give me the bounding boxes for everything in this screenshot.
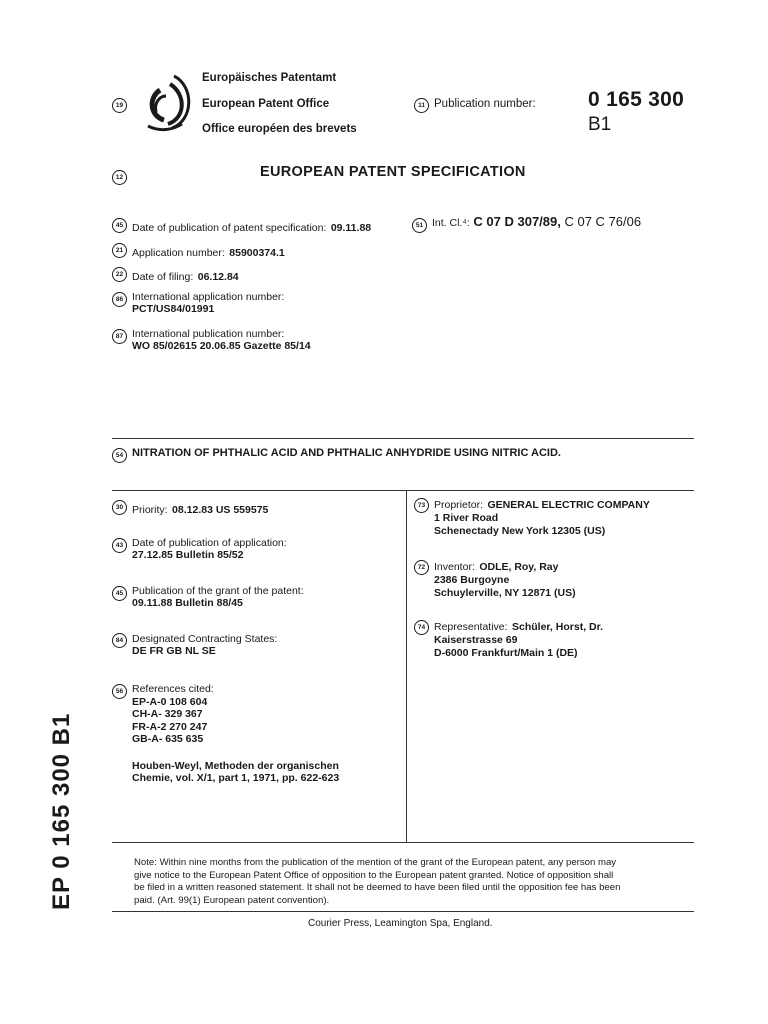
office-name-fr: Office européen des brevets [202,123,357,135]
reference-item: EP-A-0 108 604 [132,695,208,708]
note-line: Note: Within nine months from the publication of the mention of the grant of the European patent, any person may [134,857,617,868]
divider-note-top [112,842,694,843]
app-pub-value: 27.12.85 Bulletin 85/52 [132,549,244,561]
priority-row [132,500,268,518]
references-block [132,683,339,785]
intl-app-block [132,291,284,315]
inid-code-56: 56 [112,684,127,699]
proprietor-name: GENERAL ELECTRIC COMPANY [487,499,650,511]
pub-date-label: Date of publication of patent specification: [132,222,327,234]
inventor-address-1: 2386 Burgoyne [434,574,510,586]
side-publication-number: EP 0 165 300 B1 [48,712,75,910]
references-label: References cited: [132,683,214,695]
inid-code-11: 11 [414,98,429,113]
divider-note-bottom [112,911,694,912]
proprietor-block [434,497,650,538]
priority-label: Priority: [132,504,168,516]
inventor-name: ODLE, Roy, Ray [479,561,559,573]
printer-line: Courier Press, Leamington Spa, England. [308,918,493,929]
grant-pub-block [132,585,304,609]
inid-code-73: 73 [414,498,429,513]
reference-item: FR-A-2 270 247 [132,720,208,733]
app-number-label: Application number: [132,247,225,259]
app-number-value: 85900374.1 [229,247,285,259]
app-pub-block [132,537,287,561]
grant-pub-value: 09.11.88 Bulletin 88/45 [132,597,243,609]
inid-code-30: 30 [112,500,127,515]
column-divider [406,490,407,842]
filing-date-value: 06.12.84 [197,271,239,283]
representative-address-2: D-6000 Frankfurt/Main 1 (DE) [434,647,578,659]
states-label: Designated Contracting States: [132,633,278,645]
filing-date-row [132,267,239,285]
inid-code-45-grant: 45 [112,586,127,601]
inventor-label: Inventor: [434,561,475,573]
note-line: give notice to the European Patent Office of opposition to the European patent granted. Notice of opposition shall [134,869,614,881]
inid-code-45: 45 [112,218,127,233]
int-cl-main: C 07 D 307/89, [473,214,561,229]
inid-code-54: 54 [112,448,127,463]
inid-code-72: 72 [414,560,429,575]
intl-pub-label: International publication number: [132,328,285,340]
spec-title: EUROPEAN PATENT SPECIFICATION [260,164,526,180]
reference-item: CH-A- 329 367 [132,708,203,720]
proprietor-address-2: Schenectady New York 12305 (US) [434,525,606,537]
intl-pub-block [132,328,311,352]
note-line: paid. (Art. 99(1) European patent convention). [134,894,330,906]
proprietor-address-1: 1 River Road [434,512,499,524]
representative-address-1: Kaiserstrasse 69 [434,634,518,646]
literature-line: Houben-Weyl, Methoden der organischen [132,759,339,772]
representative-label: Representative: [434,621,508,633]
inid-code-51: 51 [412,218,427,233]
priority-value: 08.12.83 US 559575 [172,504,269,516]
inid-code-86: 86 [112,292,127,307]
divider-top [112,438,694,439]
inventor-block [434,559,576,600]
inid-code-43: 43 [112,538,127,553]
int-cl-label: Int. Cl.⁴: [432,217,470,229]
intl-app-label: International application number: [132,291,285,303]
literature-line: Chemie, vol. X/1, part 1, 1971, pp. 622-623 [132,772,340,784]
inid-code-84: 84 [112,633,127,648]
representative-block [434,619,603,660]
app-number-row [132,243,285,261]
inid-code-21: 21 [112,243,127,258]
proprietor-label: Proprietor: [434,499,484,511]
pub-date-row [132,218,371,236]
inid-code-19: 19 [112,98,127,113]
intl-pub-value: WO 85/02615 20.06.85 Gazette 85/14 [132,340,311,352]
inid-code-87: 87 [112,329,127,344]
kind-code: B1 [588,114,612,135]
note-line: be filed in a written reasoned statement. It shall not be deemed to have been filed until the opposition fee has been [134,882,621,893]
reference-item: GB-A- 635 635 [132,733,204,745]
grant-pub-label: Publication of the grant of the patent: [132,585,304,597]
states-block [132,633,277,657]
publication-number-label: Publication number: [434,98,536,110]
representative-name: Schüler, Horst, Dr. [512,621,604,633]
publication-number: 0 165 300 [588,88,685,111]
states-value: DE FR GB NL SE [132,645,216,657]
pub-date-value: 09.11.88 [330,222,372,234]
int-cl-secondary: C 07 C 76/06 [564,214,642,229]
filing-date-label: Date of filing: [132,271,194,283]
office-name-de: Europäisches Patentamt [202,72,337,84]
opposition-note [134,857,620,907]
epo-logo [142,72,194,134]
intl-app-value: PCT/US84/01991 [132,303,215,315]
inid-code-74: 74 [414,620,429,635]
divider-title [112,490,694,491]
int-cl-row [432,214,641,229]
app-pub-label: Date of publication of application: [132,537,287,549]
office-name-en: European Patent Office [202,98,330,110]
invention-title: NITRATION OF PHTHALIC ACID AND PHTHALIC ANHYDRIDE USING NITRIC ACID. [132,447,561,459]
inid-code-12: 12 [112,170,127,185]
inid-code-22: 22 [112,267,127,282]
inventor-address-2: Schuylerville, NY 12871 (US) [434,587,576,599]
